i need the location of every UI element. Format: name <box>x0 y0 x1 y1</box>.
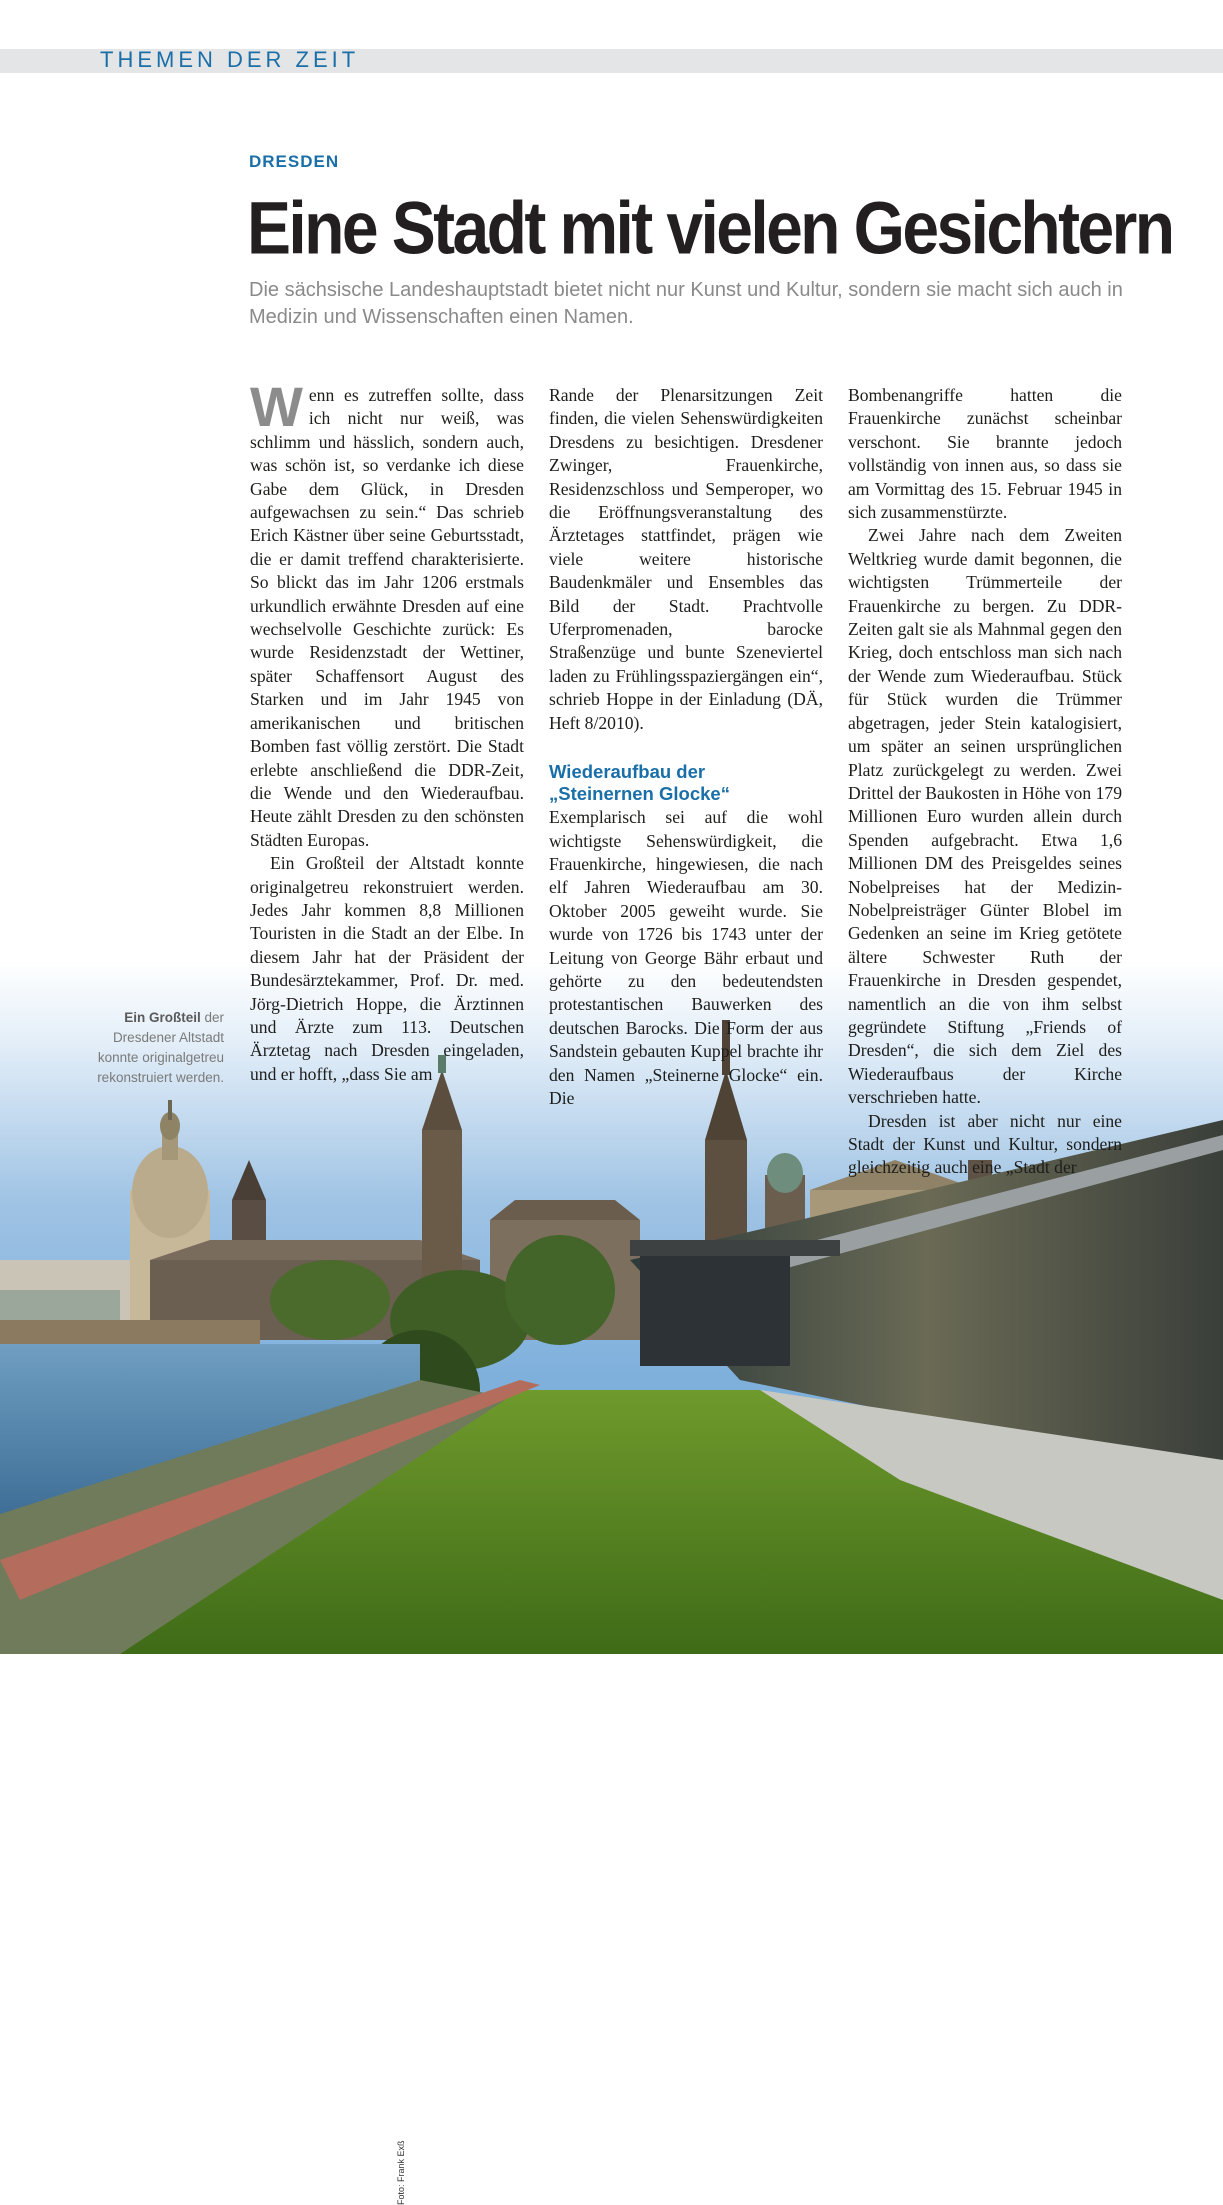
subheading-line-1: Wiederaufbau der <box>549 761 706 783</box>
subheading <box>549 761 823 805</box>
paragraph-2-continued: Rande der Plenarsitzungen Zeit finden, die vielen Sehenswürdigkeiten Dresdens zu besichtigen. Dresdener Zwinger, Frauenkirche, Residenzschloss und Semperoper, wo die Eröffnungsveranstaltung des Ärztetages stattfindet, prägen wie viele weitere historische Baudenkmäler und Ensembles das Bild der Stadt. Prachtvolle Uferpromenaden, barocke Straßenzüge und bunte Szeneviertel laden zu Frühlingsspaziergängen ein“, schrieb Hoppe in der Einladung (DÄ, Heft 8/2010). <box>549 385 823 733</box>
article-column-1 <box>250 375 524 1086</box>
subheading-line-2: „Steinernen Glocke“ <box>549 783 730 805</box>
paragraph-1 <box>250 375 524 852</box>
article-column-2 <box>549 384 823 1110</box>
paragraph-2: Ein Großteil der Altstadt konnte originalgetreu rekonstruiert werden. Jedes Jahr kommen 8,8 Millionen Touristen in die Stadt an der Elbe. In diesem Jahr hat der Präsident der Bundesärztekammer, Prof. Dr. med. Jörg-Dietrich Hoppe, die Ärztinnen und Ärzte zum 113. Deutschen Ärztetag nach Dresden eingeladen, und er hofft, „dass Sie am <box>250 853 524 1084</box>
photo-caption <box>90 1008 224 1088</box>
drop-cap: W <box>250 375 303 438</box>
article-column-3 <box>848 384 1122 1180</box>
article-headline: Eine Stadt mit vielen Gesichtern <box>247 186 1173 269</box>
paragraph-3: Exemplarisch sei auf die wohl wichtigste Sehenswürdigkeit, die Frauenkirche, hingewiesen, die nach elf Jahren Wiederaufbau am 30. Oktober 2005 geweiht wurde. Sie wurde von 1726 bis 1743 unter der Leitung von George Bähr erbaut und gehörte zu den bedeutendsten protestantischen Bauwerken des deutschen Barocks. Die Form der aus Sandstein gebauten Kuppel brachte ihr den Namen „Steinerne Glocke“ ein. Die <box>549 807 823 1108</box>
caption-lead: Ein Großteil <box>124 1010 201 1025</box>
paragraph-3-continued: Bombenangriffe hatten die Frauenkirche zunächst scheinbar verschont. Sie brannte jedoch vollständig von innen aus, so dass sie am Vormittag des 15. Februar 1945 in sich zusammenstürzte. <box>848 385 1122 523</box>
photo-credit: Foto: Frank Exß <box>396 2140 406 2205</box>
paragraph-5: Dresden ist aber nicht nur eine Stadt der Kunst und Kultur, sondern gleichzeitig auch eine „Stadt der <box>848 1110 1122 1178</box>
article-dek: Die sächsische Landeshauptstadt bietet nicht nur Kunst und Kultur, sondern sie macht sich auch in Medizin und Wissenschaften einen Namen. <box>249 279 1123 328</box>
caption-text: der Dresdener Altstadt konnte originalgetreu rekonstruiert werden. <box>97 1010 224 1085</box>
paragraph-1-text: enn es zutreffen sollte, dass ich nicht nur weiß, was schlimm und hässlich, sondern auch, was schön ist, so verdanke ich diese Gabe dem Glück, in Dresden aufgewachsen zu sein.“ Das schrieb Erich Kästner über seine Geburtsstadt, die er damit treffend charakterisierte. So blickt das im Jahr 1206 erstmals urkundlich erwähnte Dresden auf eine wechselvolle Geschichte zurück: Es wurde Residenzstadt der Wettiner, später Schaffensort August des Starken und im Jahr 1945 von amerikanischen und britischen Bomben fast völlig zerstört. Die Stadt erlebte anschließend die DDR-Zeit, die Wende und den Wiederaufbau. Heute zählt Dresden zu den schönsten Städten Europas. <box>250 385 524 850</box>
article-kicker: DRESDEN <box>249 152 340 171</box>
paragraph-4: Zwei Jahre nach dem Zweiten Weltkrieg wurde damit begonnen, die wichtigsten Trümmerteile der Frauenkirche zu bergen. Zu DDR-Zeiten galt sie als Mahnmal gegen den Krieg, doch entschloss man sich nach der Wende zum Wiederaufbau. Stück für Stück wurden die Trümmer abgetragen, jeder Stein katalogisiert, um später an seinen ursprünglichen Platz zurückgelegt zu werden. Zwei Drittel der Baukosten in Höhe von 179 Millionen Euro wurden allein durch Spenden aufgebracht. Etwa 1,6 Millionen DM des Preisgeldes seines Nobelpreises hat der Medizin-Nobelpreisträger Günter Blobel im Gedenken an seine im Krieg getötete ältere Schwester Ruth der Frauenkirche in Dresden gespendet, namentlich an die von ihm selbst gegründete Stiftung „Friends of Dresden“, die sich dem Ziel des Wiederaufbaus der Kirche verschrieben hatte. <box>848 525 1122 1108</box>
section-label: THEMEN DER ZEIT <box>100 47 360 72</box>
